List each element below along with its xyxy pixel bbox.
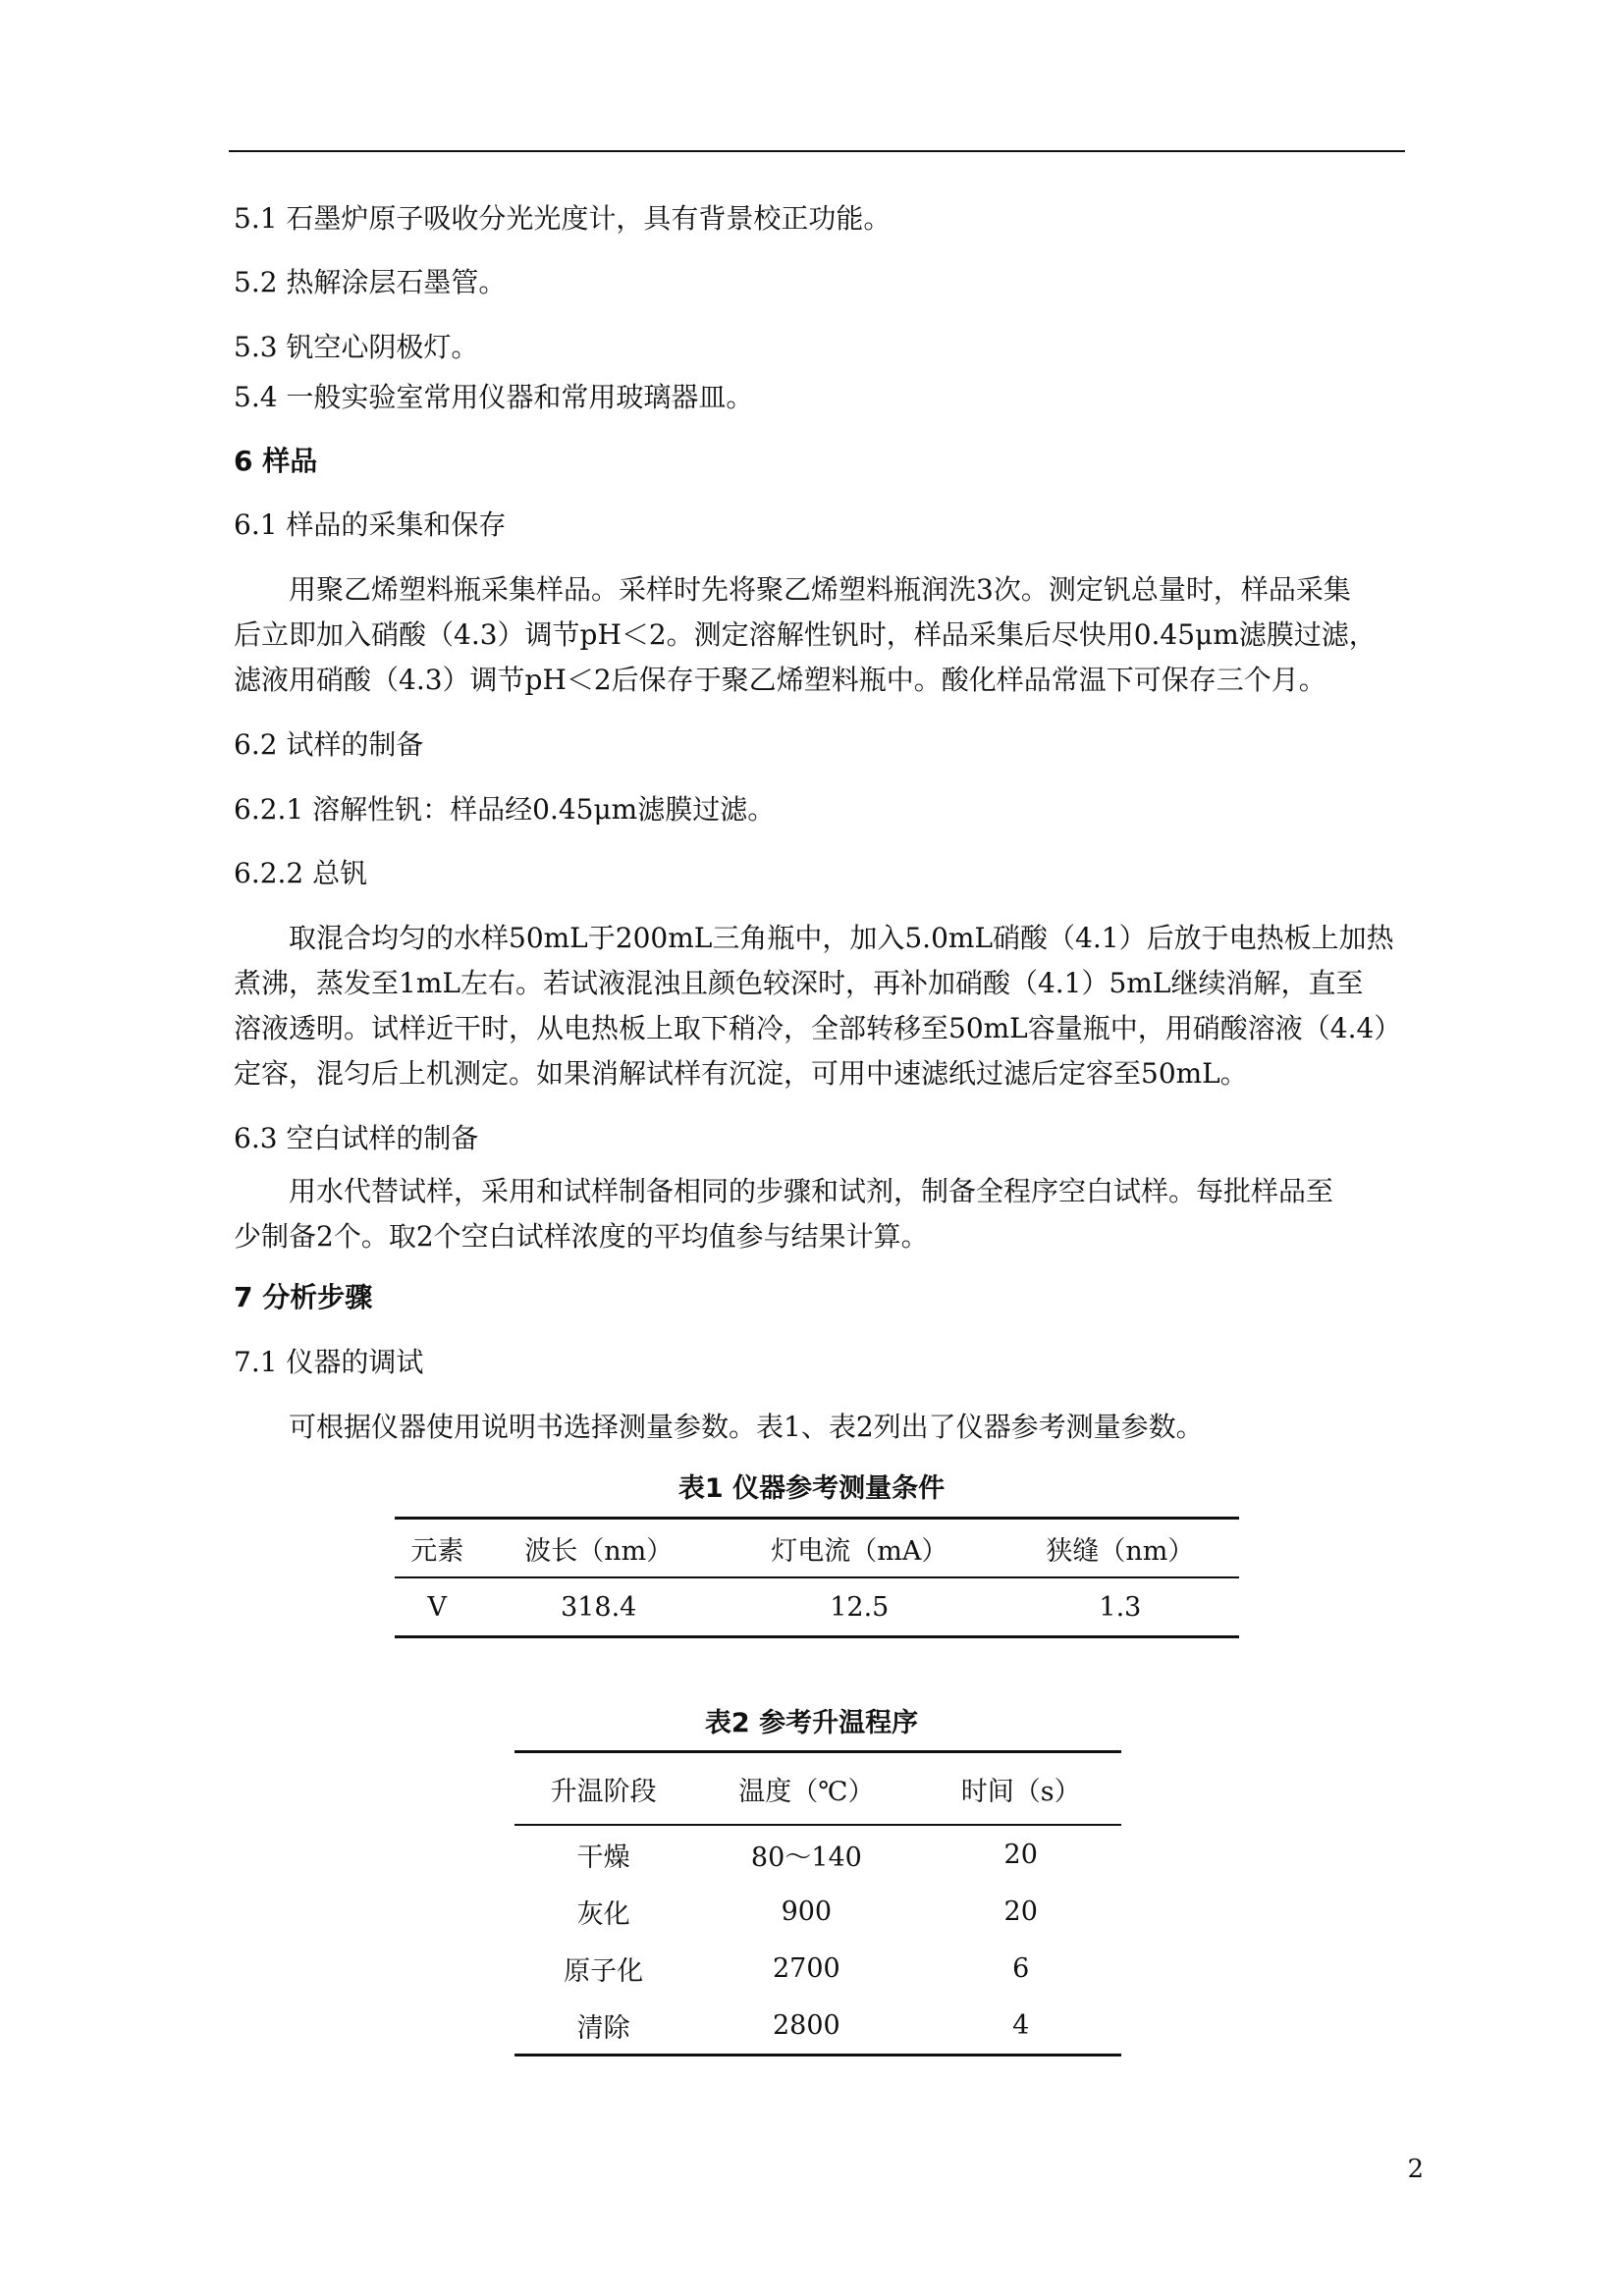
table-row bbox=[514, 1883, 1121, 1940]
table-cell: 20 bbox=[1003, 1896, 1038, 1927]
table-cell: 干燥 bbox=[576, 1842, 630, 1873]
paragraph-6-2-2 bbox=[234, 916, 1402, 1096]
paragraph-line: 用聚乙烯塑料瓶采集样品。采样时先将聚乙烯塑料瓶润洗3次。测定钒总量时，样品采集 bbox=[289, 573, 1351, 606]
table2 bbox=[514, 1750, 1121, 2056]
paragraph-line: 取混合均匀的水样50mL于200mL三角瓶中，加入5.0mL硝酸（4.1）后放于电热板上加热 bbox=[289, 922, 1394, 954]
table-cell: 1.3 bbox=[1099, 1591, 1142, 1623]
table-cell: 12.5 bbox=[830, 1591, 890, 1623]
table1-caption: 表1 仪器参考测量条件 bbox=[677, 1473, 946, 1504]
table-cell: 灰化 bbox=[576, 1898, 630, 1930]
page-number: 2 bbox=[1407, 2155, 1424, 2184]
table-cell: 2800 bbox=[773, 2009, 840, 2041]
paragraph-6-1 bbox=[234, 567, 1402, 703]
table-cell: 80～140 bbox=[750, 1842, 862, 1873]
table-header-cell: 灯电流（mA） bbox=[718, 1519, 1001, 1578]
table-header-row bbox=[395, 1519, 1239, 1578]
heading-6-2: 6.2 试样的制备 bbox=[234, 728, 424, 761]
paragraph-6-3 bbox=[234, 1169, 1402, 1259]
item-5-3: 5.3 钒空心阴极灯。 bbox=[234, 331, 479, 363]
table-header-cell: 狭缝（nm） bbox=[1001, 1519, 1239, 1578]
table-header-row bbox=[514, 1752, 1121, 1826]
table-cell: 清除 bbox=[576, 2012, 630, 2044]
heading-6-3: 6.3 空白试样的制备 bbox=[234, 1122, 479, 1154]
table-cell: 318.4 bbox=[561, 1591, 637, 1623]
item-5-1: 5.1 石墨炉原子吸收分光光度计，具有背景校正功能。 bbox=[234, 202, 892, 235]
table-cell: 4 bbox=[1012, 2009, 1030, 2041]
paragraph-line: 煮沸，蒸发至1mL左右。若试液混浊且颜色较深时，再补加硝酸（4.1）5mL继续消解，直至 bbox=[234, 967, 1364, 999]
item-6-2-1: 6.2.1 溶解性钒：样品经0.45μm滤膜过滤。 bbox=[234, 793, 776, 826]
heading-7: 7 分析步骤 bbox=[234, 1281, 373, 1313]
table-header-cell: 波长（nm） bbox=[480, 1519, 718, 1578]
table-cell: V bbox=[427, 1591, 448, 1623]
table-cell: 原子化 bbox=[564, 1955, 644, 1987]
paragraph-line: 溶液透明。试样近干时，从电热板上取下稍冷，全部转移至50mL容量瓶中，用硝酸溶液（4.4） bbox=[234, 1012, 1402, 1044]
header-rule bbox=[229, 150, 1405, 152]
heading-6-1: 6.1 样品的采集和保存 bbox=[234, 508, 507, 541]
heading-6: 6 样品 bbox=[234, 445, 318, 477]
table-header-cell: 元素 bbox=[395, 1519, 480, 1578]
paragraph-line: 少制备2个。取2个空白试样浓度的平均值参与结果计算。 bbox=[234, 1220, 929, 1253]
item-5-2: 5.2 热解涂层石墨管。 bbox=[234, 266, 507, 298]
table-header-cell: 温度（℃） bbox=[692, 1752, 920, 1826]
table-header-cell: 时间（s） bbox=[920, 1752, 1121, 1826]
table-row bbox=[514, 1997, 1121, 2056]
paragraph-line: 用水代替试样，采用和试样制备相同的步骤和试剂，制备全程序空白试样。每批样品至 bbox=[289, 1175, 1334, 1207]
table-row bbox=[514, 1825, 1121, 1883]
table-header-cell: 升温阶段 bbox=[514, 1752, 692, 1826]
paragraph-line: 定容，混匀后上机测定。如果消解试样有沉淀，可用中速滤纸过滤后定容至50mL。 bbox=[234, 1057, 1248, 1090]
table-cell: 900 bbox=[781, 1896, 833, 1927]
table-row bbox=[514, 1940, 1121, 1997]
table-cell: 6 bbox=[1012, 1952, 1030, 1984]
paragraph-line: 后立即加入硝酸（4.3）调节pH＜2。测定溶解性钒时，样品采集后尽快用0.45μm滤膜过滤， bbox=[234, 618, 1377, 651]
paragraph-line: 滤液用硝酸（4.3）调节pH＜2后保存于聚乙烯塑料瓶中。酸化样品常温下可保存三个月。 bbox=[234, 664, 1326, 696]
heading-7-1: 7.1 仪器的调试 bbox=[234, 1346, 424, 1378]
heading-6-2-2: 6.2.2 总钒 bbox=[234, 857, 368, 889]
table-row bbox=[395, 1577, 1239, 1637]
table-cell: 2700 bbox=[773, 1952, 840, 1984]
table2-caption: 表2 参考升温程序 bbox=[704, 1708, 919, 1738]
table1 bbox=[395, 1517, 1239, 1638]
paragraph-7-1: 可根据仪器使用说明书选择测量参数。表1、表2列出了仪器参考测量参数。 bbox=[289, 1411, 1204, 1443]
item-5-4: 5.4 一般实验室常用仪器和常用玻璃器皿。 bbox=[234, 381, 754, 413]
table-cell: 20 bbox=[1003, 1839, 1038, 1870]
